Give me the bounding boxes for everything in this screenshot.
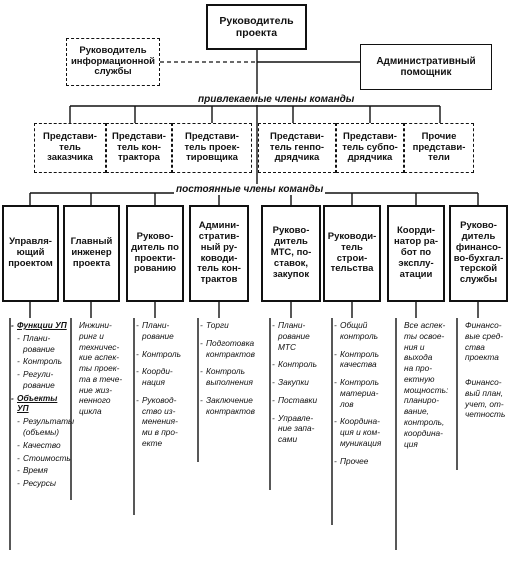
function-item: - Управле- ние запа- сами xyxy=(272,413,328,445)
functions-column xyxy=(398,320,452,451)
function-item: - Контроль xyxy=(11,356,67,367)
member-box-contracts-head xyxy=(189,205,249,302)
admin-assistant-label: Административный помощник xyxy=(376,55,476,78)
rep-label: Представи- тель кон- трактора xyxy=(112,130,166,164)
rep-box-customer xyxy=(34,123,106,173)
function-item: - Плани- рование МТС xyxy=(272,320,328,352)
functions-column xyxy=(272,320,328,452)
member-label: Коорди- натор ра- бот по эксплу- атации xyxy=(393,225,439,280)
attracted-members-label: привлекаемые члены команды xyxy=(198,94,355,105)
functions-column xyxy=(11,320,75,491)
member-box-construction-head xyxy=(323,205,381,302)
functions-column xyxy=(459,320,509,422)
rep-label: Прочие представи- тели xyxy=(412,130,466,164)
function-item: - Плани- рование xyxy=(136,320,192,342)
rep-label: Представи- тель проек- тировщика xyxy=(184,130,240,164)
function-item: - Контроль xyxy=(136,349,192,360)
function-item: Финансо- вый план, учет, от- четность xyxy=(465,377,506,420)
rep-box-designer xyxy=(172,123,252,173)
rep-box-other xyxy=(404,123,474,173)
rep-label: Представи- тель заказчика xyxy=(43,130,97,164)
member-label: Руково- дитель по проекти- рованию xyxy=(131,230,179,275)
member-label: Главный инженер проекта xyxy=(70,236,113,269)
function-item: - Контроль материа- лов xyxy=(334,377,392,409)
member-box-chief-engineer xyxy=(63,205,120,302)
rep-box-contractor xyxy=(106,123,172,173)
function-item: - Качество xyxy=(11,440,67,451)
function-item: - Контроль качества xyxy=(334,349,392,371)
function-item: - Общий контроль xyxy=(334,320,392,342)
function-item: - Функции УП xyxy=(11,320,67,331)
info-service-head-box xyxy=(66,38,160,86)
permanent-members-label: постоянные члены команды xyxy=(176,184,324,195)
function-item: Инжини- ринг и техничес- кие аспек- ты проек- та в тече- ние жиз- ненного цикла xyxy=(79,320,123,417)
project-director-label: Руководитель проекта xyxy=(219,14,294,39)
admin-assistant-box xyxy=(360,44,492,90)
function-item: - Руковод- ство из- менения- ми в про- екте xyxy=(136,395,192,449)
function-item: - Результаты (объемы) xyxy=(11,416,67,438)
functions-column xyxy=(200,320,264,423)
member-label: Руково- дитель финансо- во-бухгал- терской службы xyxy=(453,219,504,286)
function-item: Финансо- вые сред- ства проекта xyxy=(465,320,503,363)
function-item: - Время xyxy=(11,465,67,476)
function-item: - Стоимость xyxy=(11,453,67,464)
functions-column xyxy=(136,320,192,456)
function-item: - Закупки xyxy=(272,377,328,388)
member-label: Руководи- тель строи- тельства xyxy=(327,230,377,275)
function-item: - Заключение контрактов xyxy=(200,395,264,417)
member-box-finance-head xyxy=(449,205,508,302)
function-item: - Подготовка контрактов xyxy=(200,338,264,360)
member-label: Руково- дитель МТС, по- ставок, закупок xyxy=(270,225,312,280)
project-director-box xyxy=(206,4,307,50)
rep-box-subcontractor xyxy=(336,123,404,173)
function-item: - Прочее xyxy=(334,456,392,467)
function-item: Все аспек- ты освое- ния и выхода на про- ектную мощность: планиро- вание, контроль, координа- ция xyxy=(404,320,449,449)
rep-label: Представи- тель генпо- дрядчика xyxy=(269,130,325,164)
rep-label: Представи- тель субпо- дрядчика xyxy=(342,130,398,164)
member-box-design-head xyxy=(126,205,184,302)
member-label: Админи- стратив- ный ру- ководи- тель кон- трактов xyxy=(197,219,241,286)
function-item: - Коорди- нация xyxy=(136,366,192,388)
function-item: - Поставки xyxy=(272,395,328,406)
rep-box-general-contractor xyxy=(258,123,336,173)
function-item: - Контроль выполнения xyxy=(200,366,264,388)
member-label: Управля- ющий проектом xyxy=(8,236,53,269)
info-service-head-label: Руководитель информационной службы xyxy=(70,44,156,78)
function-item: - Координа- ция и ком- муникация xyxy=(334,416,392,448)
functions-column xyxy=(73,320,129,419)
member-box-project-manager xyxy=(2,205,59,302)
function-item: - Контроль xyxy=(272,359,328,370)
member-box-operations-coordinator xyxy=(387,205,445,302)
function-item: - Регули- рование xyxy=(11,369,67,391)
function-item: - Торги xyxy=(200,320,264,331)
functions-column xyxy=(334,320,392,474)
member-box-supply-head xyxy=(261,205,321,302)
function-item: - Объекты УП xyxy=(11,393,67,415)
function-item: - Плани- рование xyxy=(11,333,67,355)
function-item: - Ресурсы xyxy=(11,478,67,489)
